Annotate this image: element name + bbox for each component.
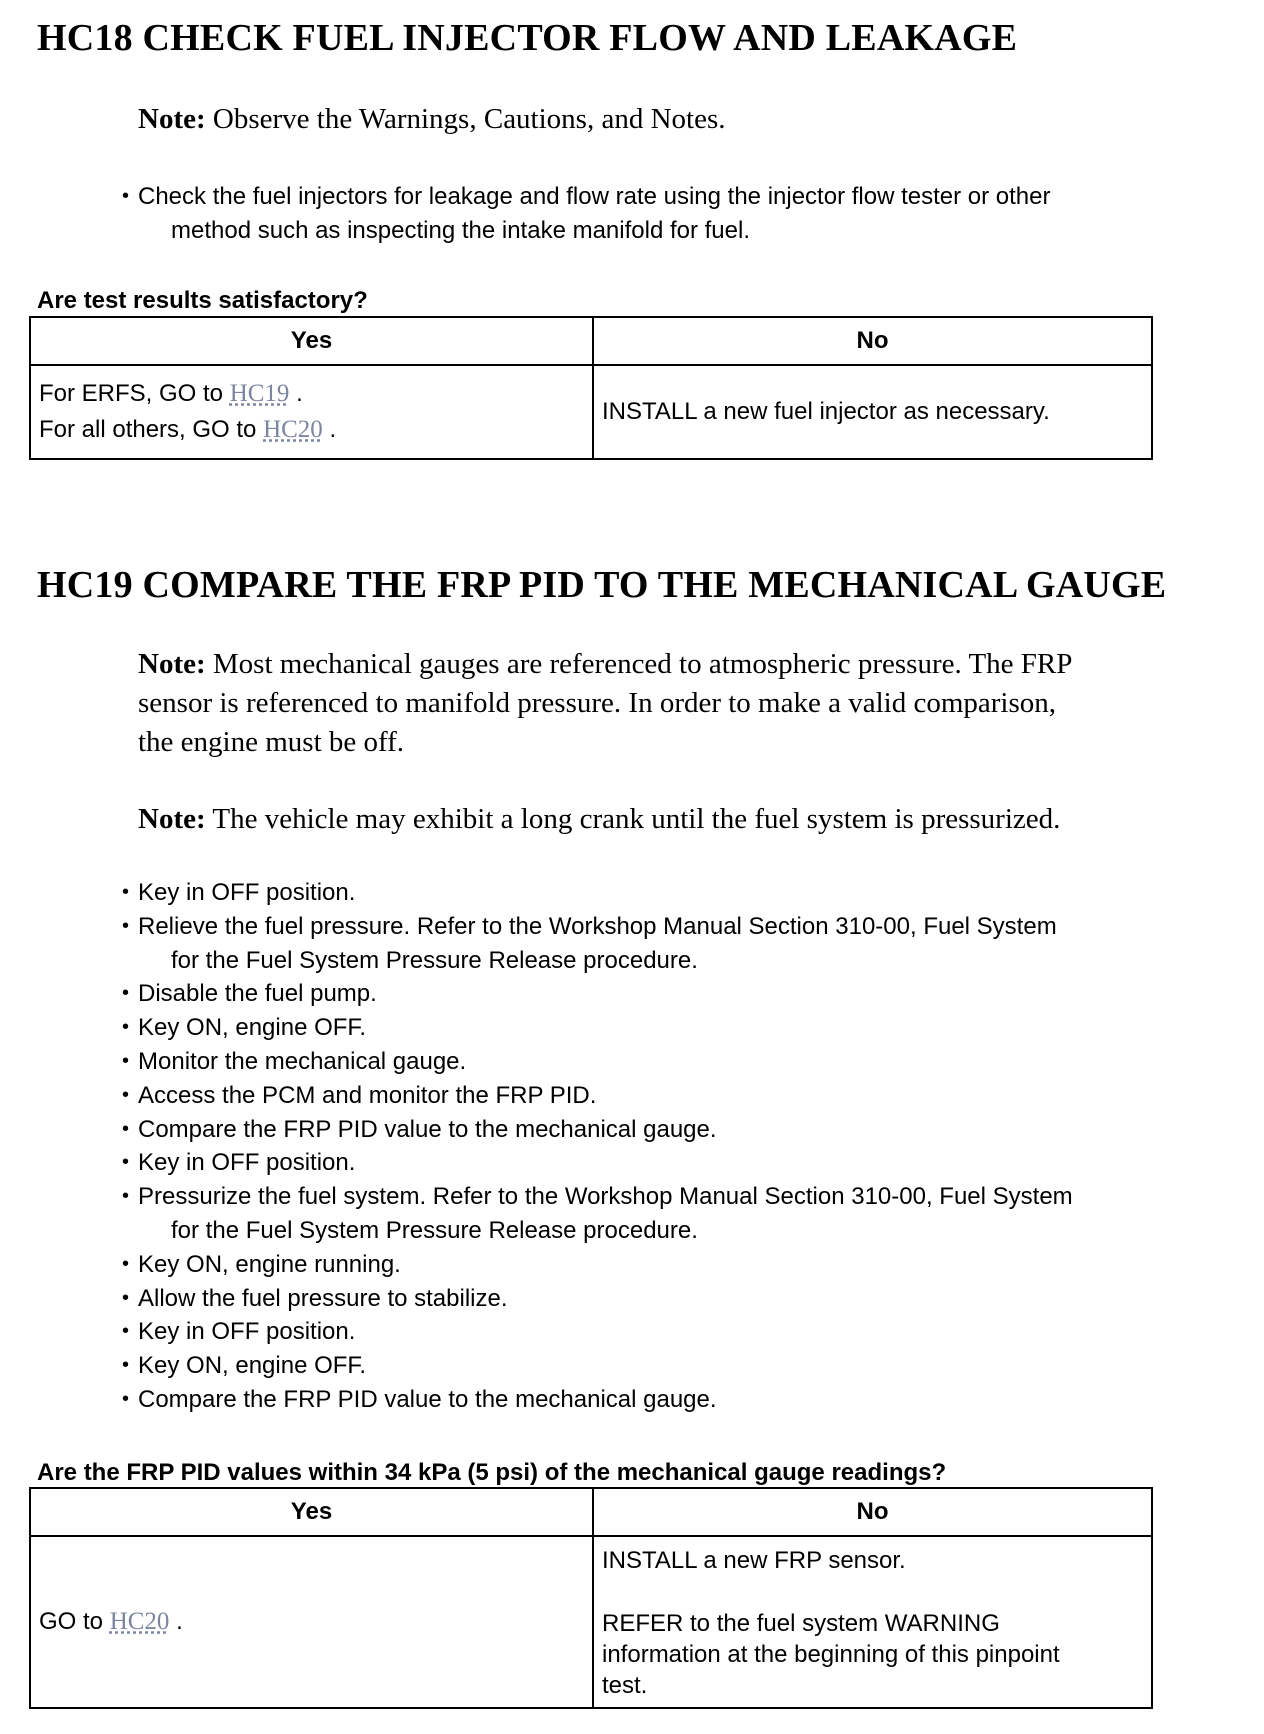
note-text: Observe the Warnings, Cautions, and Notes. [205, 103, 726, 135]
no-line-info: information at the beginning of this pinpoint [602, 1641, 1060, 1668]
step-text: Monitor the mechanical gauge. [138, 1047, 467, 1075]
hc18-heading: HC18 CHECK FUEL INJECTOR FLOW AND LEAKAGE [37, 17, 1018, 59]
list-item [120, 1315, 1073, 1349]
step-text-continued: for the Fuel System Pressure Release procedure. [171, 946, 698, 974]
no-cell [593, 1536, 1152, 1708]
step-text: Pressurize the fuel system. Refer to the Workshop Manual Section 310-00, Fuel System [138, 1183, 1073, 1211]
step-text: Key ON, engine OFF. [138, 1014, 367, 1042]
list-item [120, 1282, 1073, 1316]
list-item [120, 876, 1073, 910]
note-label: Note: [138, 103, 206, 135]
note-label: Note: [138, 648, 206, 680]
yes-cell [30, 1536, 593, 1708]
table-header-row [30, 317, 1152, 365]
step-text-continued: method such as inspecting the intake manifold for fuel. [171, 216, 750, 244]
bullet-icon: • [122, 1354, 130, 1377]
hc18-question: Are test results satisfactory? [37, 287, 368, 314]
step-text: Key in OFF position. [138, 879, 356, 906]
yes-cell [30, 365, 593, 459]
step-text: Key ON, engine running. [138, 1250, 401, 1278]
table-row [30, 365, 1152, 459]
note-line: sensor is referenced to manifold pressure. In order to make a valid comparison, [138, 687, 1057, 719]
bullet-icon: • [122, 1286, 130, 1309]
bullet-icon: • [122, 1387, 130, 1410]
hc19-heading: HC19 COMPARE THE FRP PID TO THE MECHANICAL GAUGE [37, 564, 1167, 606]
yes-text: GO to [39, 1608, 110, 1635]
list-item [120, 180, 1050, 248]
step-text: Key in OFF position. [138, 1149, 356, 1177]
bullet-icon: • [122, 185, 130, 207]
yes-text: For all others, GO to [39, 416, 264, 443]
hc18-result-table [29, 316, 1153, 460]
list-item [120, 1349, 1073, 1383]
note-label: Note: [138, 803, 206, 835]
hc19-link[interactable]: HC19 [229, 380, 290, 407]
step-text: Compare the FRP PID value to the mechanical gauge. [138, 1385, 717, 1413]
table-header-row [30, 1488, 1152, 1536]
hc20-link[interactable]: HC20 [109, 1608, 170, 1635]
list-item [120, 910, 1073, 978]
hc18-bullet-list [120, 180, 1050, 248]
yes-line-erfs [39, 376, 584, 412]
step-text: Disable the fuel pump. [138, 980, 377, 1008]
list-item [120, 1180, 1073, 1248]
yes-header: Yes [30, 1488, 593, 1536]
step-text: Key ON, engine OFF. [138, 1352, 367, 1380]
list-item [120, 977, 1073, 1011]
bullet-icon: • [122, 1320, 130, 1343]
list-item [120, 1113, 1073, 1147]
no-line-install: INSTALL a new FRP sensor. [602, 1547, 906, 1574]
list-item [120, 1011, 1073, 1045]
list-item [120, 1146, 1073, 1180]
bullet-icon: • [122, 982, 130, 1005]
note-text: The vehicle may exhibit a long crank until the fuel system is pressurized. [205, 803, 1061, 835]
hc18-note [138, 100, 726, 139]
yes-text-suffix: . [289, 380, 303, 407]
yes-header: Yes [30, 317, 593, 365]
hc19-note-2 [138, 800, 1060, 839]
yes-text-suffix: . [169, 1608, 183, 1635]
step-text: Compare the FRP PID value to the mechanical gauge. [138, 1115, 717, 1143]
bullet-icon: • [122, 1151, 130, 1174]
bullet-icon: • [122, 1252, 130, 1275]
no-cell: INSTALL a new fuel injector as necessary. [593, 365, 1152, 459]
list-item [120, 1248, 1073, 1282]
bullet-icon: • [122, 1117, 130, 1140]
step-text: Allow the fuel pressure to stabilize. [138, 1284, 508, 1312]
yes-text-suffix: . [322, 416, 337, 443]
list-item [120, 1045, 1073, 1079]
table-row [30, 1536, 1152, 1708]
note-text: Most mechanical gauges are referenced to atmospheric pressure. The FRP [205, 648, 1073, 680]
bullet-icon: • [122, 1049, 130, 1072]
list-item [120, 1079, 1073, 1113]
hc19-question: Are the FRP PID values within 34 kPa (5 psi) of the mechanical gauge readings? [37, 1459, 947, 1486]
hc19-result-table [29, 1487, 1153, 1709]
bullet-icon: • [122, 1083, 130, 1106]
bullet-icon: • [122, 914, 130, 937]
no-header: No [593, 317, 1152, 365]
hc19-step-list [120, 876, 1073, 1417]
yes-text: For ERFS, GO to [39, 380, 230, 407]
no-header: No [593, 1488, 1152, 1536]
step-text: Relieve the fuel pressure. Refer to the Workshop Manual Section 310-00, Fuel System [138, 912, 1057, 940]
bullet-icon: • [122, 1016, 130, 1039]
note-line: the engine must be off. [138, 726, 405, 758]
step-text: Access the PCM and monitor the FRP PID. [138, 1081, 597, 1109]
no-line-test: test. [602, 1672, 648, 1699]
list-item [120, 1383, 1073, 1417]
no-line-refer: REFER to the fuel system WARNING [602, 1610, 1000, 1637]
bullet-icon: • [122, 881, 130, 903]
note-line [138, 645, 1072, 684]
yes-line-others [39, 412, 584, 448]
step-text: Check the fuel injectors for leakage and flow rate using the injector flow tester or other [138, 183, 1051, 210]
bullet-icon: • [122, 1185, 130, 1208]
hc20-link[interactable]: HC20 [263, 416, 323, 443]
step-text-continued: for the Fuel System Pressure Release procedure. [171, 1216, 698, 1244]
hc19-note-1 [138, 645, 1072, 762]
step-text: Key in OFF position. [138, 1318, 356, 1346]
